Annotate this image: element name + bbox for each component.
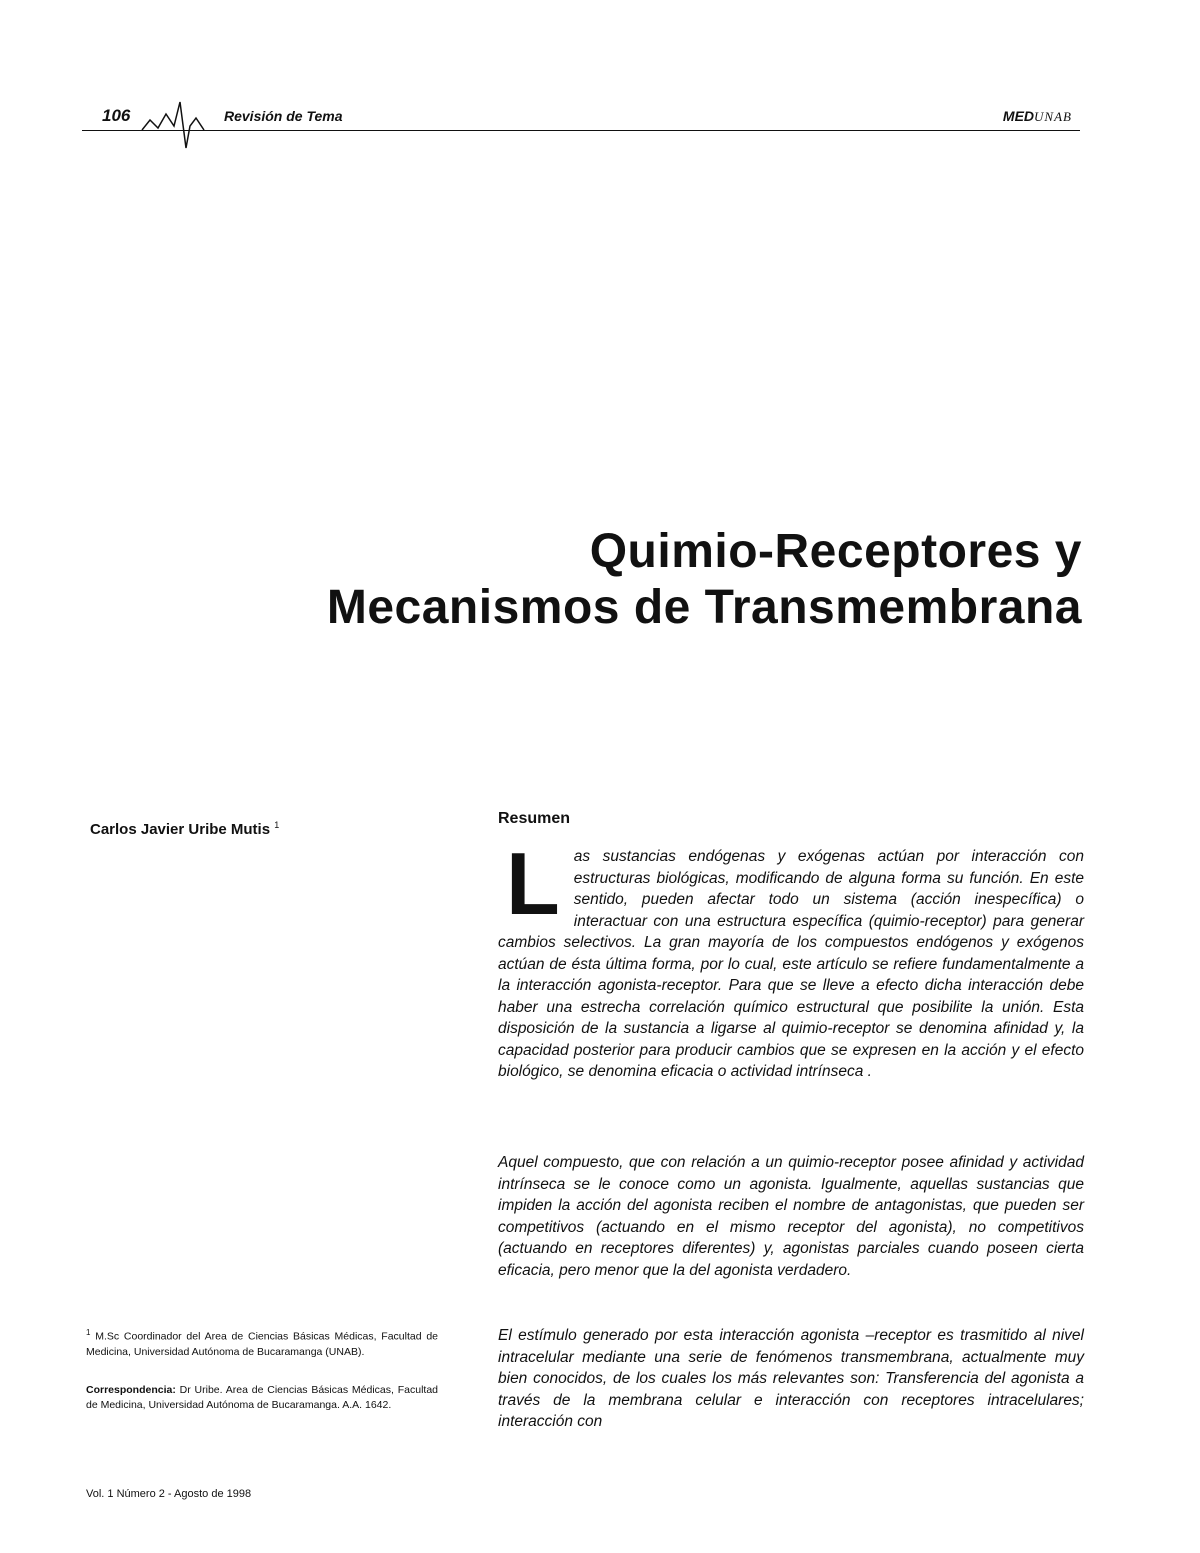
footnote-mark: 1 [86, 1328, 91, 1337]
article-title [327, 524, 1082, 636]
footnote-correspondence [86, 1383, 438, 1413]
abstract-paragraph-2 [498, 1152, 1084, 1281]
correspondence-label: Correspondencia: [86, 1384, 176, 1396]
footnote-affiliation [86, 1325, 438, 1360]
footnote-affiliation-text: M.Sc Coordinador del Area de Ciencias Básicas Médicas, Facultad de Medicina, Universidad Autónoma de Bucaramanga (UNAB). [86, 1330, 439, 1358]
section-label: Revisión de Tema [224, 108, 343, 124]
header-rule [82, 130, 1080, 131]
drop-cap: L [506, 834, 560, 933]
author-footnote-mark: 1 [274, 820, 280, 830]
page-footer: Vol. 1 Número 2 - Agosto de 1998 [86, 1488, 252, 1500]
abstract-p1-text: as sustancias endógenas y exógenas actúan por interacción con estructuras biológicas, modificando de alguna forma su función. En este sentido, pueden afectar todo un sistema (acción inespecífica) o interactuar con una estructura específica (quimio-receptor) para generar cambios selectivos. La gran mayoría de los compuestos endógenos y exógenos actúan de ésta última forma, por lo cual, este artículo se refiere fundamentalmente a la interacción agonista-receptor. Para que se lleve a efecto dicha interacción debe haber una estrecha correlación químico estructural que posibilite la unión. Esta disposición de la sustancia a ligarse al quimio-receptor se denomina afinidad y, la capacidad posterior para producir cambios que se expresen en la acción y el efecto biológico, se denomina eficacia o actividad intrínseca . [498, 848, 1084, 1080]
abstract-p2-text: Aquel compuesto, que con relación a un quimio-receptor posee afinidad y actividad intrínseca se le conoce como un agonista. Igualmente, aquellas sustancias que impiden la acción del agonista reciben el nombre de antagonistas, que pueden ser competitivos (actuando en el mismo receptor del agonista), no competitivos (actuando en receptores diferentes) y, agonistas parciales cuando poseen cierta eficacia, pero menor que la del agonista verdadero. [498, 1154, 1084, 1279]
correspondence-text: Dr Uribe. Area de Ciencias Básicas Médicas, Facultad de Medicina, Universidad Autónoma de Bucaramanga. A.A. 1642. [86, 1384, 439, 1411]
author [90, 820, 279, 838]
abstract-paragraph-3 [498, 1325, 1084, 1433]
abstract-heading: Resumen [498, 810, 571, 827]
abstract-p3-text: El estímulo generado por esta interacción agonista –receptor es trasmitido al nivel intracelular mediante una serie de fenómenos transmembrana, actualmente muy bien conocidos, de los cuales los más relevantes son: Transferencia del agonista a través de la membrana celular e interacción con receptores intracelulares; interacción con [498, 1327, 1084, 1430]
author-name: Carlos Javier Uribe Mutis [90, 821, 271, 838]
abstract-paragraph-1 [498, 834, 1084, 1083]
journal-brand: MEDUNAB [1002, 108, 1072, 124]
page-header [82, 96, 1080, 156]
page-number: 106 [102, 106, 131, 125]
pulse-line-icon [138, 96, 220, 152]
title-line-1: Quimio-Receptores y [589, 525, 1082, 578]
title-line-2: Mecanismos de Transmembrana [326, 581, 1082, 634]
